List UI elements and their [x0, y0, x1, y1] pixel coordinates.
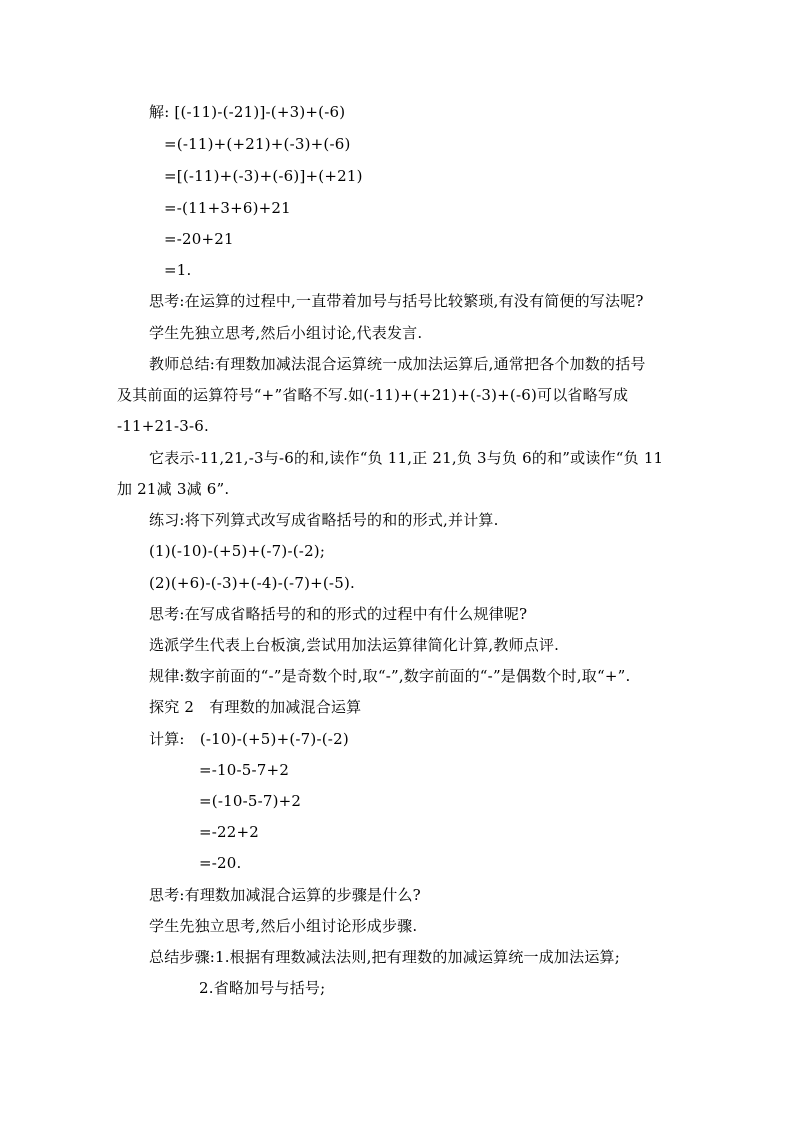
rule-statement: 规律:数字前面的“-”是奇数个时,取“-”,数字前面的“-”是偶数个时,取“+”. [149, 667, 631, 685]
teacher-summary-line-2: 及其前面的运算符号“+”省略不写.如(-11)+(+21)+(-3)+(-6)可以省略写成 [117, 386, 629, 404]
solution-line-4: =-(11+3+6)+21 [164, 199, 291, 217]
solution-line-6: =1. [164, 261, 192, 279]
calc-line-4: =-22+2 [199, 823, 260, 841]
meaning-line-2: 加 21减 3减 6”. [117, 480, 230, 498]
calc-line-1: 计算: (-10)-(+5)+(-7)-(-2) [149, 730, 349, 748]
solution-line-5: =-20+21 [164, 230, 234, 248]
student-activity-2: 选派学生代表上台板演,尝试用加法运算律简化计算,教师点评. [149, 636, 560, 654]
solution-line-2: =(-11)+(+21)+(-3)+(-6) [164, 135, 351, 153]
exercise-item-2: (2)(+6)-(-3)+(-4)-(-7)+(-5). [149, 574, 355, 592]
exercise-item-1: (1)(-10)-(+5)+(-7)-(-2); [149, 542, 326, 560]
exercise-prompt: 练习:将下列算式改写成省略括号的和的形式,并计算. [149, 511, 499, 529]
student-activity-3: 学生先独立思考,然后小组讨论形成步骤. [149, 917, 418, 935]
think-question-1: 思考:在运算的过程中,一直带着加号与括号比较繁琐,有没有简便的写法呢? [149, 292, 644, 310]
meaning-line-1: 它表示-11,21,-3与-6的和,读作“负 11,正 21,负 3与负 6的和”或读作“负 11 [149, 449, 664, 467]
calc-line-2: =-10-5-7+2 [199, 761, 290, 779]
solution-line-1: 解: [(-11)-(-21)]-(+3)+(-6) [149, 103, 346, 121]
student-activity-1: 学生先独立思考,然后小组讨论,代表发言. [149, 324, 423, 342]
teacher-summary-line-1: 教师总结:有理数加减法混合运算统一成加法运算后,通常把各个加数的括号 [149, 355, 646, 373]
summary-steps-line-2: 2.省略加号与括号; [199, 979, 326, 997]
solution-line-3: =[(-11)+(-3)+(-6)]+(+21) [164, 167, 363, 185]
section-heading-explore-2: 探究 2 有理数的加减混合运算 [149, 698, 362, 716]
think-question-3: 思考:有理数加减混合运算的步骤是什么? [149, 886, 421, 904]
teacher-summary-line-3: -11+21-3-6. [117, 417, 210, 435]
calc-line-5: =-20. [199, 854, 242, 872]
summary-steps-line-1: 总结步骤:1.根据有理数减法法则,把有理数的加减运算统一成加法运算; [149, 948, 620, 966]
calc-line-3: =(-10-5-7)+2 [199, 792, 302, 810]
think-question-2: 思考:在写成省略括号的和的形式的过程中有什么规律呢? [149, 605, 528, 623]
